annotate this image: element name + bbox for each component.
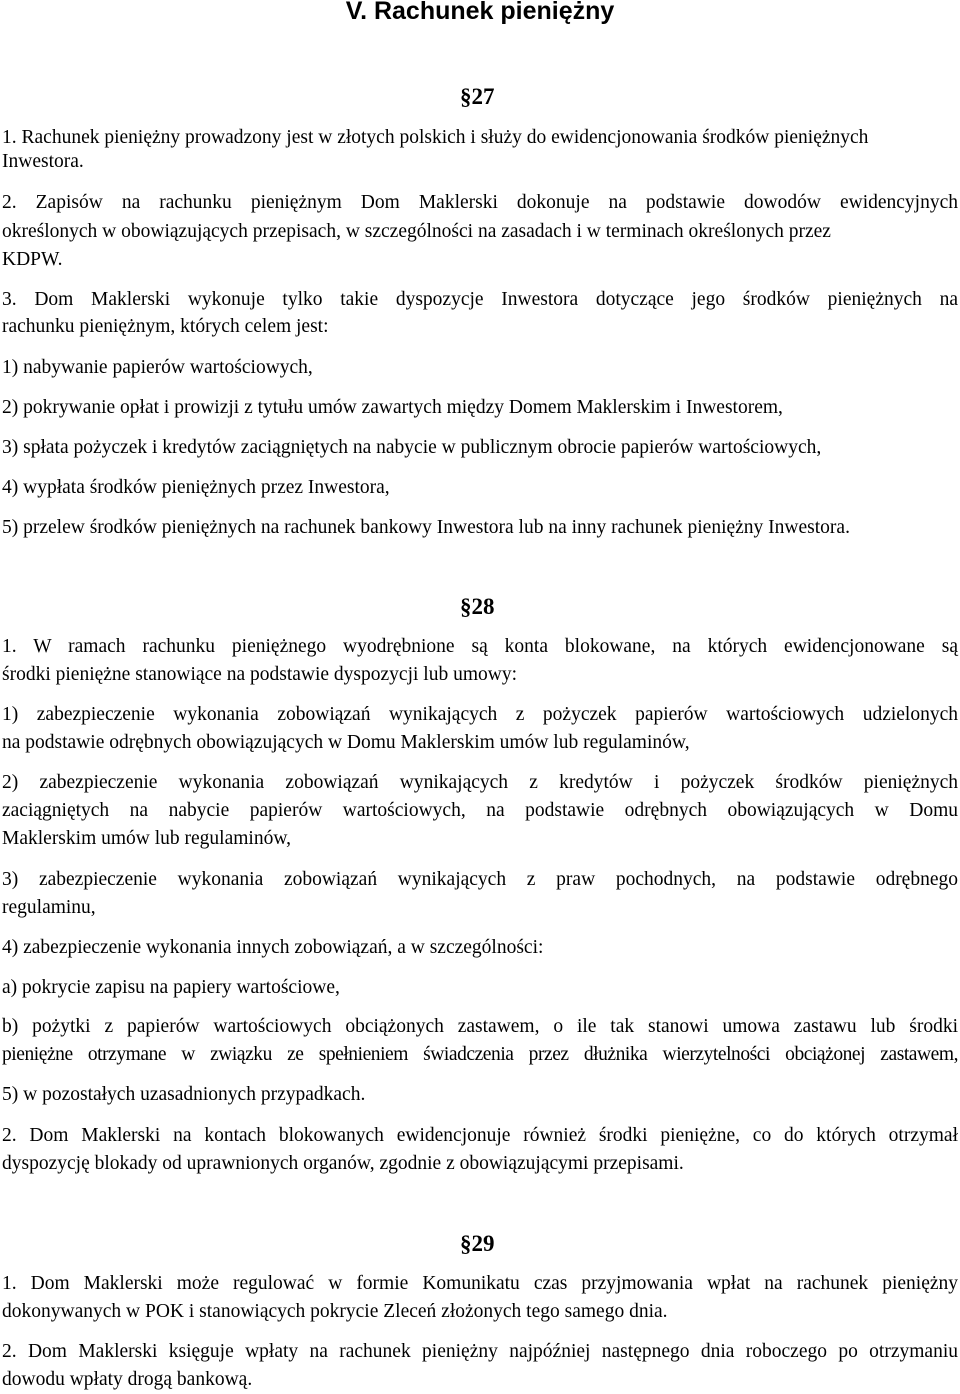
paragraph-line: dyspozycję blokady od uprawnionych organów, zgodnie z obowiązującymi przepisami. — [2, 1153, 684, 1174]
paragraph-line: rachunku pieniężnym, których celem jest: — [2, 316, 329, 337]
section-heading-29: §29 — [460, 1231, 495, 1256]
paragraph-line: dokonywanych w POK i stanowiących pokrycie Zleceń złożonych tego samego dnia. — [2, 1301, 668, 1322]
list-item: 3) spłata pożyczek i kredytów zaciągniętych na nabycie w publicznym obrocie papierów wartościowych, — [2, 437, 822, 458]
list-item: na podstawie odrębnych obowiązujących w Domu Maklerskim umów lub regulaminów, — [2, 732, 690, 753]
list-item: 5) przelew środków pieniężnych na rachunek bankowy Inwestora lub na inny rachunek pieniężny Inwestora. — [2, 517, 850, 538]
paragraph-line: KDPW. — [2, 249, 63, 270]
list-item: Maklerskim umów lub regulaminów, — [2, 828, 292, 849]
paragraph-line: 2. Zapisów na rachunku pieniężnym Dom Maklerski dokonuje na podstawie dowodów ewidencyjnych — [2, 192, 958, 213]
list-item: 2) zabezpieczenie wykonania zobowiązań wynikających z kredytów i pożyczek środków pieniężnych — [2, 772, 958, 793]
list-item: zaciągniętych na nabycie papierów wartościowych, na podstawie odrębnych obowiązujących w Domu — [2, 800, 958, 821]
paragraph-line: Inwestora. — [2, 151, 84, 172]
list-item: 1) nabywanie papierów wartościowych, — [2, 357, 313, 378]
chapter-title: V. Rachunek pieniężny — [345, 0, 615, 25]
section-heading-28: §28 — [460, 594, 495, 619]
paragraph-line: 2. Dom Maklerski na kontach blokowanych ewidencjonuje również środki pieniężne, co do których otrzymał — [2, 1125, 958, 1146]
section-heading-27: §27 — [460, 84, 495, 109]
list-item: 2) pokrywanie opłat i prowizji z tytułu umów zawartych między Domem Maklerskim i Inwestorem, — [2, 397, 783, 418]
paragraph-line: 1. Dom Maklerski może regulować w formie Komunikatu czas przyjmowania wpłat na rachunek pieniężny — [2, 1273, 958, 1294]
paragraph-line: 3. Dom Maklerski wykonuje tylko takie dyspozycje Inwestora dotyczące jego środków pieniężnych na — [2, 289, 958, 310]
list-item: pieniężne otrzymane w związku ze spełnieniem świadczenia przez dłużnika wierzytelności obciążonej zastawem, — [2, 1044, 958, 1065]
paragraph-line: określonych w obowiązujących przepisach, w szczególności na zasadach i w terminach określonych przez — [2, 221, 831, 242]
list-item: 1) zabezpieczenie wykonania zobowiązań wynikających z pożyczek papierów wartościowych udzielonych — [2, 704, 958, 725]
list-item: 4) zabezpieczenie wykonania innych zobowiązań, a w szczególności: — [2, 937, 544, 958]
list-item: 4) wypłata środków pieniężnych przez Inwestora, — [2, 477, 390, 498]
list-item: regulaminu, — [2, 897, 96, 918]
list-item: 3) zabezpieczenie wykonania zobowiązań wynikających z praw pochodnych, na podstawie odrębnego — [2, 869, 958, 890]
list-item: a) pokrycie zapisu na papiery wartościowe, — [2, 977, 340, 998]
paragraph-line: 1. W ramach rachunku pieniężnego wyodrębnione są konta blokowane, na których ewidencjonowane są — [2, 636, 958, 657]
list-item: b) pożytki z papierów wartościowych obciążonych zastawem, o ile tak stanowi umowa zastawu lub środki — [2, 1016, 958, 1037]
paragraph-line: 1. Rachunek pieniężny prowadzony jest w złotych polskich i służy do ewidencjonowania środków pieniężnych — [2, 127, 869, 148]
paragraph-line: dowodu wpłaty drogą bankową. — [2, 1369, 253, 1390]
paragraph-line: 2. Dom Maklerski księguje wpłaty na rachunek pieniężny najpóźniej następnego dnia roboczego po otrzymaniu — [2, 1341, 958, 1362]
paragraph-line: środki pieniężne stanowiące na podstawie dyspozycji lub umowy: — [2, 664, 517, 685]
list-item: 5) w pozostałych uzasadnionych przypadkach. — [2, 1084, 366, 1105]
